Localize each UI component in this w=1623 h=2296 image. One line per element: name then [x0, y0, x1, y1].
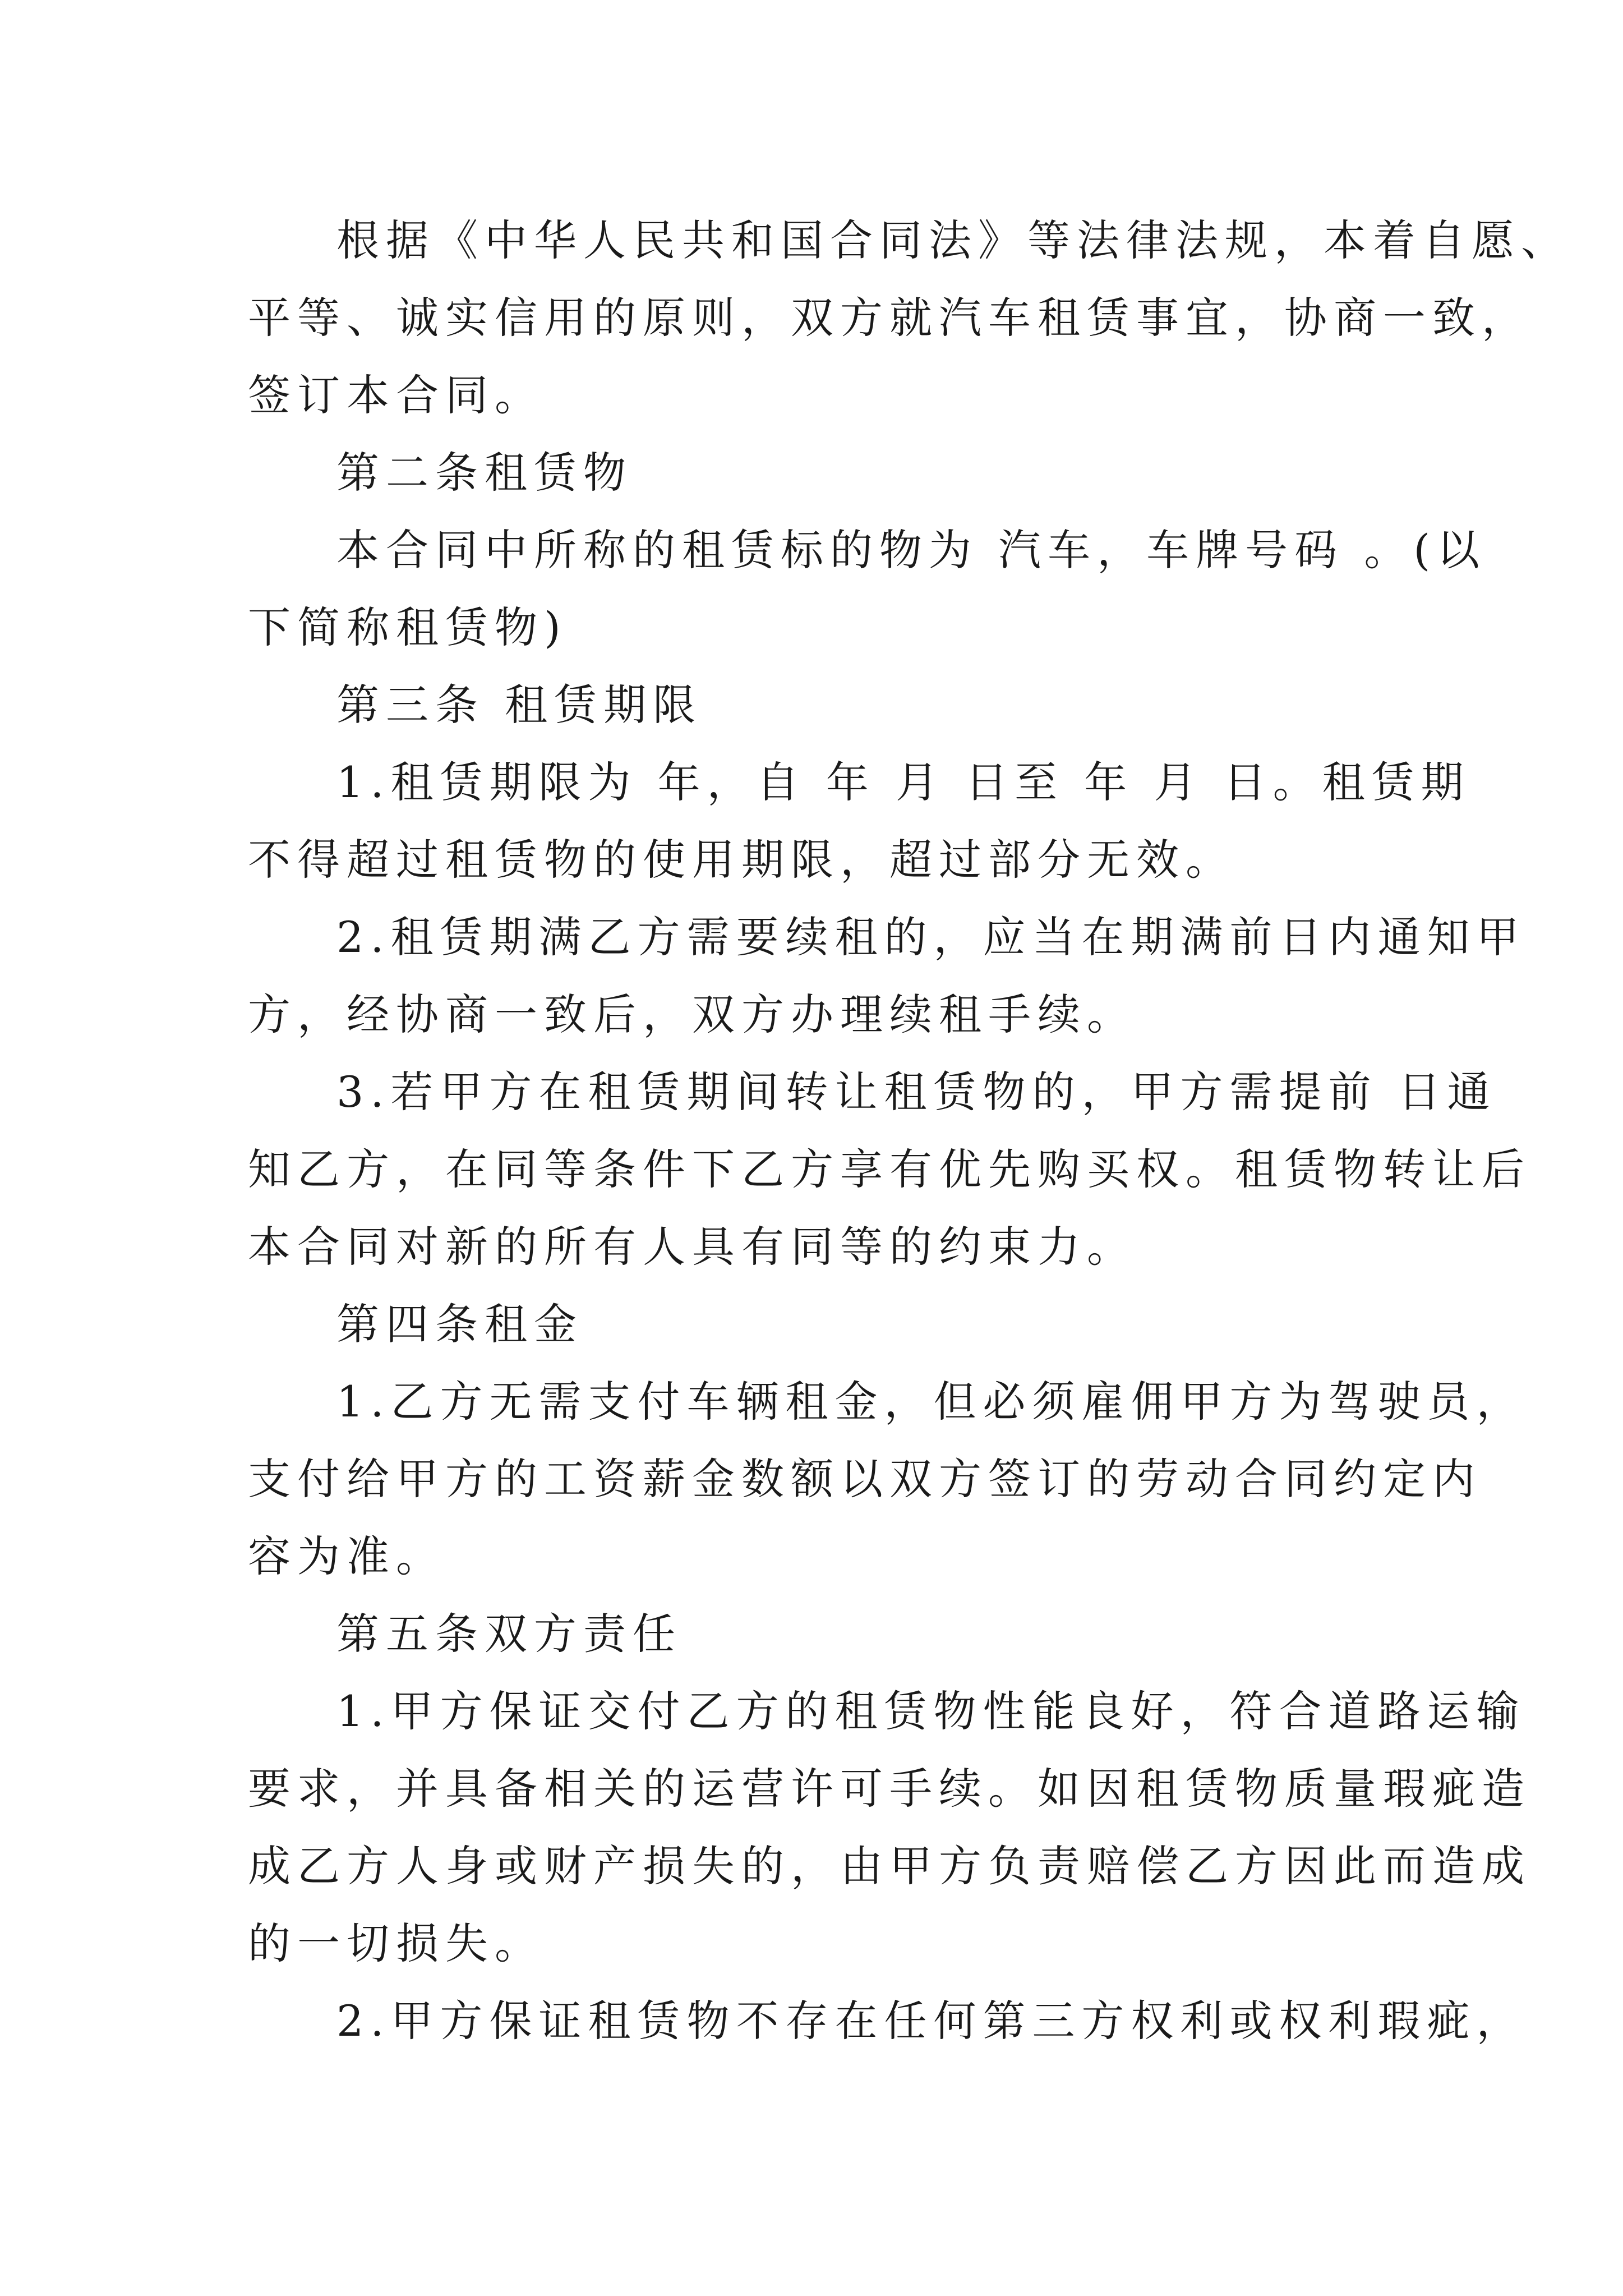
- article-heading-5: 第五条双方责任: [336, 1609, 682, 1659]
- paragraph-line: 2.甲方保证租赁物不存在任何第三方权利或权利瑕疵，: [336, 1996, 1526, 2046]
- paragraph-line: 不得超过租赁物的使用期限，超过部分无效。: [248, 835, 1235, 885]
- paragraph-line: 容为准。: [248, 1531, 445, 1581]
- paragraph-line: 1.租赁期限为 年，自 年 月 日至 年 月 日。租赁期: [336, 757, 1470, 807]
- paragraph-line: 本合同中所称的租赁标的物为 汽车，车牌号码 。(以: [336, 525, 1486, 575]
- paragraph-line: 根据《中华人民共和国合同法》等法律法规，本着自愿、: [336, 215, 1570, 265]
- paragraph-line: 方，经协商一致后，双方办理续租手续。: [248, 990, 1136, 1039]
- paragraph-line: 1.乙方无需支付车辆租金，但必须雇佣甲方为驾驶员，: [336, 1377, 1526, 1427]
- paragraph-line: 下简称租赁物): [248, 602, 568, 652]
- paragraph-line: 3.若甲方在租赁期间转让租赁物的，甲方需提前 日通: [336, 1067, 1497, 1117]
- paragraph-line: 签订本合同。: [248, 370, 544, 420]
- paragraph-line: 要求，并具备相关的运营许可手续。如因租赁物质量瑕疵造: [248, 1764, 1531, 1814]
- article-heading-3: 第三条 租赁期限: [336, 680, 703, 730]
- paragraph-line: 成乙方人身或财产损失的，由甲方负责赔偿乙方因此而造成: [248, 1841, 1531, 1891]
- paragraph-line: 平等、诚实信用的原则，双方就汽车租赁事宜，协商一致，: [248, 293, 1531, 343]
- article-heading-4: 第四条租金: [336, 1299, 583, 1349]
- paragraph-line: 的一切损失。: [248, 1918, 544, 1968]
- paragraph-line: 1.甲方保证交付乙方的租赁物性能良好，符合道路运输: [336, 1686, 1526, 1736]
- paragraph-line: 知乙方，在同等条件下乙方享有优先购买权。租赁物转让后: [248, 1144, 1531, 1194]
- article-heading-2: 第二条租赁物: [336, 448, 633, 498]
- document-body: [248, 202, 1570, 2060]
- paragraph-line: 2.租赁期满乙方需要续租的，应当在期满前日内通知甲: [336, 912, 1526, 962]
- paragraph-line: 本合同对新的所有人具有同等的约束力。: [248, 1222, 1136, 1272]
- paragraph-line: 支付给甲方的工资薪金数额以双方签订的劳动合同约定内: [248, 1454, 1482, 1504]
